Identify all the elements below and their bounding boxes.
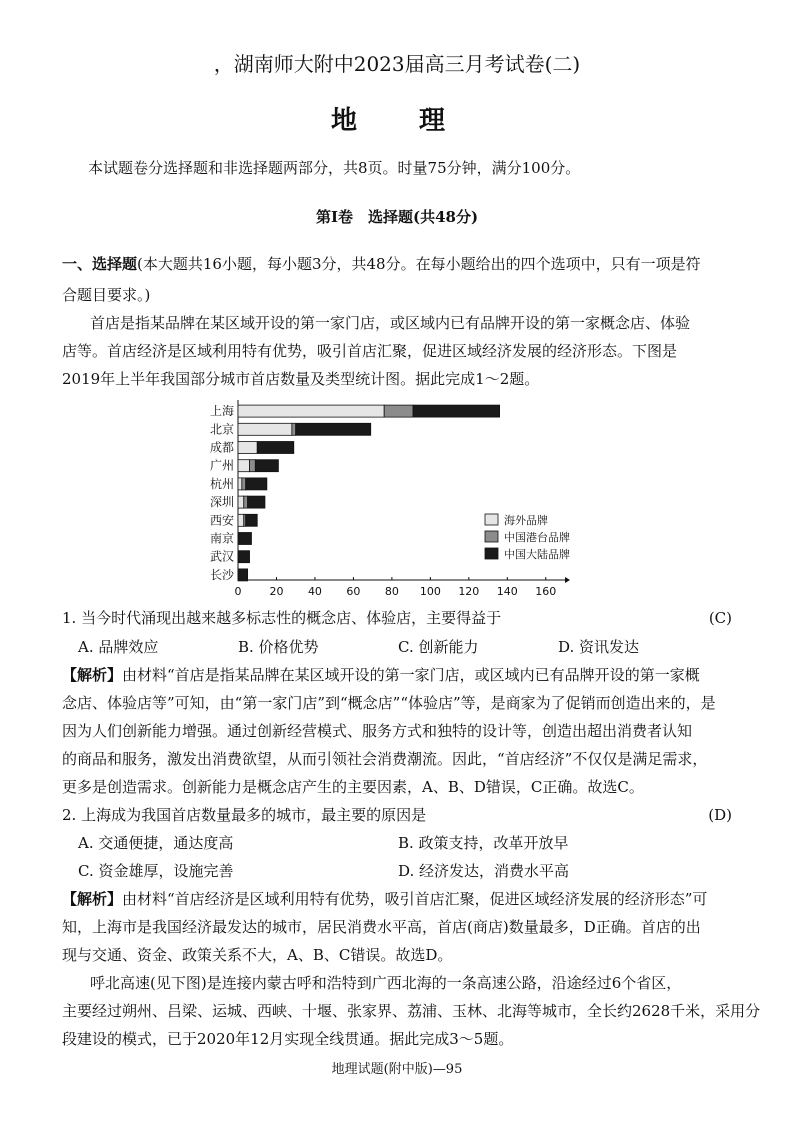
category-label: 广州 (209, 458, 234, 473)
legend-label: 中国港台品牌 (504, 531, 570, 544)
part1-rules: (本大题共16小题，每小题3分，共48分。在每小题给出的四个选项中，只有一项是符 (137, 255, 701, 273)
exam-title: ，湖南师大附中2023届高三月考试卷(二) (213, 52, 581, 76)
q1-answer: (C) (708, 609, 732, 627)
material1-line: 首店是指某品牌在某区域开设的第一家门店，或区域内已有品牌开设的第一家概念店、体验 (90, 314, 691, 332)
category-label: 杭州 (209, 476, 234, 491)
bar-segment (292, 423, 296, 435)
part1-instructions-cont: 合题目要求。) (62, 286, 151, 304)
material1-line: 店等。首店经济是区域利用特有优势，吸引首店汇聚，促进区域经济发展的经济形态。下图是 (62, 342, 678, 360)
q1-option-a: A. 品牌效应 (78, 638, 159, 656)
bar-segment (255, 460, 278, 472)
legend-swatch (485, 514, 498, 525)
q2-option-d: D. 经济发达，消费水平高 (398, 862, 570, 880)
x-tick-label: 80 (384, 585, 399, 598)
material1-line: 2019年上半年我国部分城市首店数量及类型统计图。据此完成1～2题。 (62, 370, 540, 388)
bar-segment (246, 478, 267, 490)
x-tick-label: 100 (419, 585, 441, 598)
legend-label: 海外品牌 (504, 514, 548, 527)
x-tick-label: 60 (346, 585, 361, 598)
legend-swatch (485, 548, 498, 559)
x-tick-label: 20 (269, 585, 284, 598)
q2-answer: (D) (708, 806, 732, 824)
q1-stem: 1. 当今时代涌现出越来越多标志性的概念店、体验店，主要得益于 (62, 609, 502, 627)
material2-line: 主要经过朔州、吕梁、运城、西峡、十堰、张家界、荔浦、玉林、北海等城市，全长约2628千米，采用分 (62, 1002, 761, 1020)
x-tick-label: 120 (458, 585, 480, 598)
q1-option-c: C. 创新能力 (398, 638, 479, 656)
q2-option-a: A. 交通便捷，通达度高 (78, 834, 234, 852)
section-heading: 第Ⅰ卷 选择题(共48分) (315, 208, 479, 226)
bar-segment (238, 514, 244, 526)
bar-segment (238, 460, 250, 472)
category-label: 南京 (209, 531, 234, 546)
q2-stem: 2. 上海成为我国首店数量最多的城市，最主要的原因是 (62, 806, 427, 824)
bar-segment (238, 551, 250, 563)
q1-analysis-line: 念店、体验店等”可知，由“第一家门店”到“概念店”“体验店”等，是商家为了促销而创造出来的，是 (62, 694, 716, 712)
q1-option-d: D. 资讯发达 (558, 638, 640, 656)
q2-analysis-line (62, 889, 707, 909)
bar-segment (238, 496, 244, 508)
bar-segment (257, 442, 294, 454)
exam-intro: 本试题卷分选择题和非选择题两部分，共8页。时量75分钟，满分100分。 (88, 159, 581, 177)
q2-option-b: B. 政策支持，改革开放早 (398, 834, 569, 852)
bar-segment (238, 405, 384, 417)
q1-analysis-line (62, 665, 700, 685)
bar-segment (244, 496, 248, 508)
x-tick-label: 140 (496, 585, 518, 598)
bar-segment (384, 405, 413, 417)
x-tick-label: 160 (535, 585, 557, 598)
bar-segment (413, 405, 500, 417)
analysis-text: 由材料“首店是指某品牌在某区域开设的第一家门店，或区域内已有品牌开设的第一家概 (122, 666, 700, 684)
analysis-tag: 【解析】 (62, 666, 123, 684)
q1-analysis-line: 更多是创造需求。创新能力是概念店产生的主要因素，A、B、D错误，C正确。故选C。 (62, 778, 644, 796)
category-label: 武汉 (209, 549, 234, 564)
category-label: 深圳 (209, 495, 234, 510)
legend-swatch (485, 531, 498, 542)
q1-analysis-line: 因为人们创新能力增强。通过创新经营模式、服务方式和独特的设计等，创造出超出消费者认知 (62, 722, 693, 740)
x-tick-label: 0 (234, 585, 242, 598)
subject-title: 地 理 (330, 106, 463, 136)
analysis-text: 由材料“首店经济是区域利用特有优势，吸引首店汇聚，促进区域经济发展的经济形态”可 (122, 890, 708, 908)
category-label: 上海 (209, 404, 234, 419)
category-label: 长沙 (209, 567, 234, 582)
bar-segment (238, 569, 248, 581)
bar-segment (238, 423, 292, 435)
bar-segment (248, 496, 265, 508)
part1-instructions (62, 254, 701, 274)
bar-segment (238, 442, 257, 454)
first-store-chart (200, 396, 570, 602)
bar-segment (238, 533, 251, 545)
category-label: 北京 (209, 422, 234, 437)
page-footer: 地理试题(附中版)—95 (331, 1062, 463, 1077)
bar-segment (238, 478, 242, 490)
q2-analysis-line: 现与交通、资金、政策关系不大，A、B、C错误。故选D。 (62, 946, 453, 964)
q1-analysis-line: 的商品和服务，激发出消费欲望，从而引领社会消费潮流。因此，“首店经济”不仅仅是满足需求， (62, 750, 708, 768)
bar-segment (296, 423, 371, 435)
category-label: 西安 (209, 513, 234, 528)
bar-segment (246, 514, 258, 526)
legend-label: 中国大陆品牌 (504, 548, 570, 561)
q2-analysis-line: 知，上海市是我国经济最发达的城市，居民消费水平高，首店(商店)数量最多，D正确。首店的出 (62, 918, 701, 936)
q1-option-b: B. 价格优势 (238, 638, 319, 656)
bar-segment (242, 478, 246, 490)
x-tick-label: 40 (307, 585, 322, 598)
q2-option-c: C. 资金雄厚，设施完善 (78, 862, 234, 880)
material2-line: 段建设的模式，已于2020年12月实现全线贯通。据此完成3～5题。 (62, 1030, 514, 1048)
category-label: 成都 (209, 440, 234, 455)
material2-line: 呼北高速(见下图)是连接内蒙古呼和浩特到广西北海的一条高速公路，沿途经过6个省区， (90, 974, 682, 992)
bar-segment (250, 460, 256, 472)
analysis-tag: 【解析】 (62, 890, 123, 908)
part1-label: 一、选择题 (62, 255, 138, 273)
x-axis-arrow (565, 577, 570, 583)
